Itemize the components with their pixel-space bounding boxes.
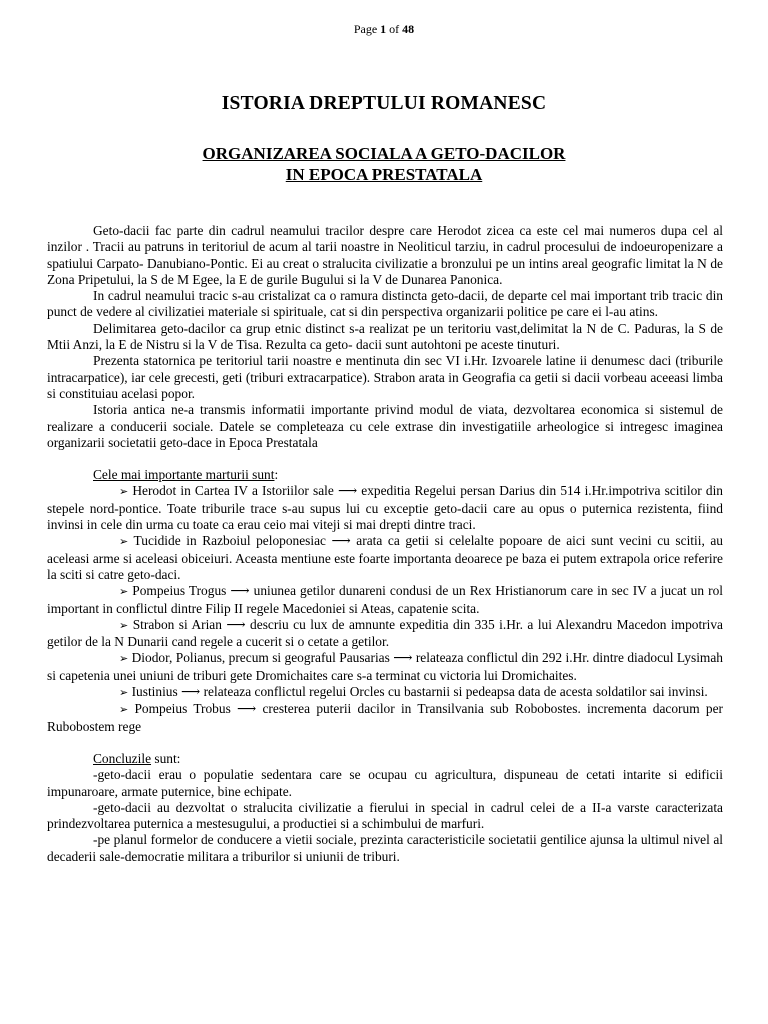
conclusions-heading-line [47, 751, 723, 767]
testimonies-heading: Cele mai importante marturii sunt [93, 467, 275, 483]
conclusion-item: -geto-dacii au dezvoltat o stralucita civilizatie a fierului in special in cadrul celei de a II-a varste caracterizata prindezvoltarea puternica a mestesugului, a productiei si a schimbului de marfuri. [47, 799, 723, 832]
bullet-arrow-icon: ➢ [119, 703, 129, 717]
testimonies-heading-line [47, 467, 723, 483]
paragraph: Prezenta statornica pe teritoriul tarii noastre e mentinuta din sec VI i.Hr. Izvoarele latine ii denumesc daci (triburile intracarpatice), iar cele grecesti, geti (triburi extracarpatice). Strabon arata in Geografia ca getii si dacii vorbeau aceeasi limba si constituiau acelasi popor. [47, 353, 723, 401]
testimony-item [47, 650, 723, 684]
testimony-item [47, 483, 723, 533]
conclusions-heading: Concluzile [93, 750, 152, 766]
testimony-item [47, 684, 723, 701]
bullet-arrow-icon: ➢ [119, 652, 129, 666]
bullet-arrow-icon: ➢ [119, 485, 129, 499]
testimony-text: Pompeius Trogus ⟶ uniunea getilor dunareni condusi de un Rex Hristianorum care in sec IV a jucat un rol important in conflictul dintre Filip II regele Macedoniei si Ateas, capatenie scita. [47, 583, 723, 616]
paragraph: In cadrul neamului tracic s-au cristalizat ca o ramura distincta geto-dacii, de departe cel mai important trib tracic din punct de vedere al civilizatiei materiale si spirituale, cat si din perspectiva organizarii politice pe care ei l-au atins. [47, 288, 723, 320]
document-body [47, 223, 723, 865]
testimony-text: Iustinius ⟶ relateaza conflictul regelui Orcles cu bastarnii si pedeapsa data de acesta soldatilor sai invinsi. [131, 684, 708, 700]
paragraph: Geto-dacii fac parte din cadrul neamului tracilor despre care Herodot zicea ca este cel mai numeros dupa cel al inzilor . Tracii au patruns in teritoriul de acum al tarii noastre in Neoliticul tarziu, in cadrul procesului de indoeuropenizare a spatiului Carpato- Danubiano-Pontic. Ei au creat o stralucita civilizatie a bronzului pe un intins areal geografic limitat la N de Zona Pripetului, la S de M Egee, la E de gurile Bugului si la V de Dunarea Panonica. [47, 223, 723, 287]
page-current: 1 [380, 22, 387, 36]
spacer [47, 735, 723, 751]
testimony-item [47, 533, 723, 583]
testimony-text: Diodor, Polianus, precum si geograful Pausarias ⟶ relateaza conflictul din 292 i.Hr. dintre diadocul Lysimah si capetenia unei uniuni de triburi gete Dromichaites care s-a terminat cu victoria lui Dromichaites. [47, 650, 723, 683]
testimony-text: Pompeius Trobus ⟶ cresterea puterii dacilor in Transilvania sub Robobostes. incrementa dacorum per Rubobostem rege [47, 701, 723, 734]
bullet-arrow-icon: ➢ [119, 535, 129, 549]
testimony-text: Strabon si Arian ⟶ descriu cu lux de amnunte expeditia din 335 i.Hr. a lui Alexandru Macedon impotriva getilor de la N Dunarii cand regele a cucerit si o cetate a getilor. [47, 616, 723, 650]
subtitle-line-1: ORGANIZAREA SOCIALA A GETO-DACILOR [202, 144, 566, 163]
conclusions-heading-suffix: sunt: [151, 750, 181, 766]
page-total: 48 [402, 22, 415, 36]
subtitle-line-2: IN EPOCA PRESTATALA [285, 165, 483, 184]
paragraph: Delimitarea geto-dacilor ca grup etnic distinct s-a realizat pe un teritoriu vast,delimitat la N de C. Paduras, la S de Mtii Anzi, la E de Nistru si la V de Tisa. Rezulta ca geto- dacii sunt autohtoni pe aceste tinuturi. [47, 320, 723, 353]
bullet-arrow-icon: ➢ [119, 686, 129, 700]
testimony-item [47, 617, 723, 651]
page-of-label: of [389, 22, 400, 36]
spacer [47, 451, 723, 467]
page-header [0, 22, 768, 37]
paragraph: Istoria antica ne-a transmis informatii importante privind modul de viata, dezvoltarea economica si sistemul de realizare a conducerii sociale. Datele se completeaza cu cele extrase din investigatiile arheologice si intregesc imaginea organizarii societatii geto-dace in Epoca Prestatala [47, 402, 723, 450]
testimony-item [47, 583, 723, 617]
testimony-text: Tucidide in Razboiul peloponesiac ⟶ arata ca getii si celelalte popoare de aici sunt vecini cu scitii, au aceleasi arme si aceleasi obiceiuri. Aceasta mentiune este foarte importanta deoarece pe baza ei putem extrapola orice referire la sciti si catre geto-daci. [47, 533, 724, 582]
bullet-arrow-icon: ➢ [119, 585, 129, 599]
testimony-text: Herodot in Cartea IV a Istoriilor sale ⟶ expeditia Regelui persan Darius din 514 i.Hr.impotriva scitilor din stepele nord-pontice. Toate triburile trace s-au supus lui cu exceptie geto-dacii care au opus o puternica rezistenta, fiind invinsi in cele din urma cu toate ca erau ceio mai viteji si mai drepti dintre traci. [47, 483, 723, 533]
document-title: ISTORIA DREPTULUI ROMANESC [221, 93, 547, 114]
bullet-arrow-icon: ➢ [119, 618, 129, 632]
conclusion-item: -geto-dacii erau o populatie sedentara care se ocupau cu agricultura, dispuneau de cetati intarite si edificii impunaroare, armate puternice, bine echipate. [47, 767, 723, 799]
page-label: Page [353, 22, 378, 36]
testimony-item [47, 701, 723, 735]
section-subtitle [0, 143, 768, 185]
heading-colon: : [274, 467, 279, 483]
conclusion-item: -pe planul formelor de conducere a vietii sociale, prezinta caracteristicile societatii gentilice ajunsa la ultimul nivel al decaderii sale-democratie militara a triburilor si uniunii de triburi. [47, 832, 723, 864]
